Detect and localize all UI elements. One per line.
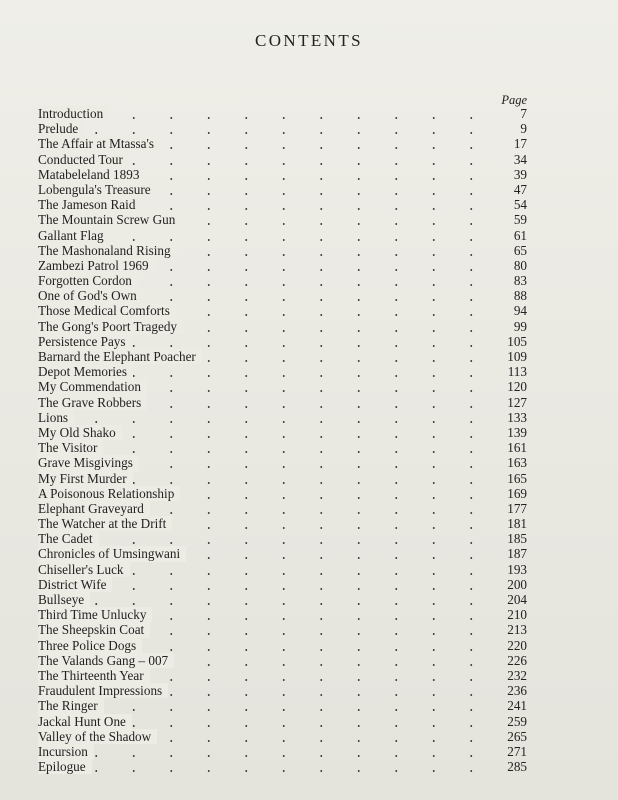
toc-entry bbox=[38, 106, 527, 121]
entry-page-number: 139 bbox=[507, 424, 527, 440]
entry-title: The Valands Gang – 007 bbox=[38, 653, 174, 668]
entry-title: Fraudulent Impressions bbox=[38, 683, 168, 698]
entry-title: Grave Misgivings bbox=[38, 455, 139, 470]
entry-title: District Wife bbox=[38, 577, 112, 592]
dot-leader bbox=[38, 243, 487, 258]
entry-title: The Watcher at the Drift bbox=[38, 516, 172, 531]
toc-entry bbox=[38, 668, 527, 683]
entry-title: The Ringer bbox=[38, 698, 104, 713]
toc-entry bbox=[38, 228, 527, 243]
entry-title: Chronicles of Umsingwani bbox=[38, 546, 186, 561]
entry-title: Epilogue bbox=[38, 759, 92, 774]
toc-entry bbox=[38, 759, 527, 774]
entry-title: The Thirteenth Year bbox=[38, 668, 150, 683]
entry-page-number: 39 bbox=[513, 166, 527, 182]
dot-leader bbox=[38, 562, 487, 577]
entry-title: Introduction bbox=[38, 106, 109, 121]
entry-page-number: 133 bbox=[507, 409, 527, 425]
entry-title: One of God's Own bbox=[38, 288, 143, 303]
entry-title: The Mountain Screw Gun bbox=[38, 212, 181, 227]
entry-page-number: 127 bbox=[507, 394, 527, 410]
entry-title: Forgotten Cordon bbox=[38, 273, 138, 288]
toc-entry bbox=[38, 546, 527, 561]
entry-title: Depot Memories bbox=[38, 364, 133, 379]
dot-leader bbox=[38, 759, 487, 774]
contents-list bbox=[38, 106, 527, 774]
toc-entry bbox=[38, 197, 527, 212]
entry-title: The Grave Robbers bbox=[38, 395, 147, 410]
dot-leader bbox=[38, 683, 487, 698]
dot-leader bbox=[38, 471, 487, 486]
entry-page-number: 161 bbox=[507, 440, 527, 456]
entry-page-number: 220 bbox=[507, 637, 527, 653]
dot-leader bbox=[38, 714, 487, 729]
dot-leader bbox=[38, 364, 487, 379]
entry-title: Matabeleland 1893 bbox=[38, 167, 145, 182]
entry-page-number: 163 bbox=[507, 455, 527, 471]
toc-entry bbox=[38, 714, 527, 729]
toc-entry bbox=[38, 698, 527, 713]
toc-entry bbox=[38, 638, 527, 653]
dot-leader bbox=[38, 106, 487, 121]
toc-entry bbox=[38, 607, 527, 622]
entry-title: Gallant Flag bbox=[38, 228, 110, 243]
dot-leader bbox=[38, 531, 487, 546]
toc-entry bbox=[38, 152, 527, 167]
toc-entry bbox=[38, 455, 527, 470]
entry-title: Valley of the Shadow bbox=[38, 729, 157, 744]
toc-entry bbox=[38, 136, 527, 151]
entry-page-number: 47 bbox=[513, 181, 527, 197]
dot-leader bbox=[38, 607, 487, 622]
toc-entry bbox=[38, 744, 527, 759]
entry-page-number: 200 bbox=[507, 576, 527, 592]
entry-title: Bullseye bbox=[38, 592, 90, 607]
dot-leader bbox=[38, 501, 487, 516]
entry-page-number: 232 bbox=[507, 667, 527, 683]
toc-entry bbox=[38, 592, 527, 607]
entry-page-number: 94 bbox=[513, 303, 527, 319]
toc-entry bbox=[38, 486, 527, 501]
toc-entry bbox=[38, 501, 527, 516]
entry-title: My Commendation bbox=[38, 379, 147, 394]
entry-page-number: 80 bbox=[513, 257, 527, 273]
entry-page-number: 88 bbox=[513, 288, 527, 304]
toc-entry bbox=[38, 410, 527, 425]
entry-page-number: 165 bbox=[507, 470, 527, 486]
toc-entry bbox=[38, 653, 527, 668]
entry-title: The Sheepskin Coat bbox=[38, 622, 150, 637]
dot-leader bbox=[38, 425, 487, 440]
dot-leader bbox=[38, 410, 487, 425]
entry-page-number: 83 bbox=[513, 273, 527, 289]
dot-leader bbox=[38, 319, 487, 334]
toc-entry bbox=[38, 243, 527, 258]
toc-entry bbox=[38, 303, 527, 318]
entry-page-number: 204 bbox=[507, 592, 527, 607]
toc-entry bbox=[38, 364, 527, 379]
dot-leader bbox=[38, 516, 487, 531]
entry-page-number: 7 bbox=[520, 106, 527, 121]
entry-page-number: 59 bbox=[513, 212, 527, 228]
dot-leader bbox=[38, 440, 487, 455]
entry-page-number: 65 bbox=[513, 242, 527, 258]
dot-leader bbox=[38, 622, 487, 637]
entry-page-number: 17 bbox=[513, 136, 527, 152]
dot-leader bbox=[38, 729, 487, 744]
dot-leader bbox=[38, 486, 487, 501]
dot-leader bbox=[38, 546, 487, 561]
dot-leader bbox=[38, 744, 487, 759]
toc-entry bbox=[38, 349, 527, 364]
entry-title: The Affair at Mtassa's bbox=[38, 136, 160, 151]
entry-title: My First Murder bbox=[38, 471, 133, 486]
dot-leader bbox=[38, 349, 487, 364]
dot-leader bbox=[38, 273, 487, 288]
dot-leader bbox=[38, 167, 487, 182]
entry-page-number: 99 bbox=[513, 318, 527, 334]
entry-page-number: 120 bbox=[507, 379, 527, 395]
entry-page-number: 226 bbox=[507, 652, 527, 668]
toc-entry bbox=[38, 182, 527, 197]
dot-leader bbox=[38, 668, 487, 683]
toc-entry bbox=[38, 729, 527, 744]
entry-title: The Cadet bbox=[38, 531, 99, 546]
dot-leader bbox=[38, 152, 487, 167]
entry-page-number: 61 bbox=[513, 227, 527, 243]
toc-entry bbox=[38, 288, 527, 303]
dot-leader bbox=[38, 303, 487, 318]
toc-entry bbox=[38, 319, 527, 334]
dot-leader bbox=[38, 121, 487, 136]
entry-page-number: 113 bbox=[507, 364, 527, 380]
entry-page-number: 271 bbox=[507, 743, 527, 759]
entry-page-number: 54 bbox=[513, 197, 527, 213]
dot-leader bbox=[38, 136, 487, 151]
entry-page-number: 210 bbox=[507, 607, 527, 623]
entry-title: Three Police Dogs bbox=[38, 638, 142, 653]
dot-leader bbox=[38, 653, 487, 668]
dot-leader bbox=[38, 288, 487, 303]
dot-leader bbox=[38, 258, 487, 273]
entry-page-number: 187 bbox=[507, 546, 527, 562]
toc-entry bbox=[38, 395, 527, 410]
entry-title: Those Medical Comforts bbox=[38, 303, 176, 318]
toc-entry bbox=[38, 121, 527, 136]
entry-title: The Visitor bbox=[38, 440, 103, 455]
entry-title: The Gong's Poort Tragedy bbox=[38, 319, 183, 334]
toc-entry bbox=[38, 273, 527, 288]
page-title: CONTENTS bbox=[255, 31, 363, 50]
entry-page-number: 9 bbox=[520, 121, 527, 137]
entry-page-number: 285 bbox=[507, 759, 527, 775]
dot-leader bbox=[38, 592, 487, 607]
entry-title: Lobengula's Treasure bbox=[38, 182, 157, 197]
entry-title: Prelude bbox=[38, 121, 84, 136]
toc-entry bbox=[38, 562, 527, 577]
dot-leader bbox=[38, 577, 487, 592]
dot-leader bbox=[38, 395, 487, 410]
entry-title: Chiseller's Luck bbox=[38, 562, 130, 577]
entry-title: Incursion bbox=[38, 744, 94, 759]
entry-title: Elephant Graveyard bbox=[38, 501, 150, 516]
entry-page-number: 265 bbox=[507, 728, 527, 744]
toc-entry bbox=[38, 258, 527, 273]
entry-title: Conducted Tour bbox=[38, 152, 129, 167]
toc-entry bbox=[38, 440, 527, 455]
dot-leader bbox=[38, 212, 487, 227]
entry-title: Third Time Unlucky bbox=[38, 607, 152, 622]
dot-leader bbox=[38, 379, 487, 394]
entry-page-number: 193 bbox=[507, 561, 527, 577]
entry-page-number: 241 bbox=[507, 698, 527, 714]
page-column-heading: Page bbox=[501, 93, 527, 107]
entry-title: Jackal Hunt One bbox=[38, 714, 132, 729]
dot-leader bbox=[38, 334, 487, 349]
toc-entry bbox=[38, 471, 527, 486]
dot-leader bbox=[38, 698, 487, 713]
entry-page-number: 109 bbox=[507, 349, 527, 364]
entry-page-number: 213 bbox=[507, 622, 527, 638]
entry-title: The Jameson Raid bbox=[38, 197, 141, 212]
entry-page-number: 105 bbox=[507, 333, 527, 349]
entry-title: My Old Shako bbox=[38, 425, 122, 440]
entry-page-number: 185 bbox=[507, 531, 527, 547]
entry-page-number: 236 bbox=[507, 683, 527, 699]
entry-title: A Poisonous Relationship bbox=[38, 486, 180, 501]
toc-entry bbox=[38, 212, 527, 227]
toc-entry bbox=[38, 516, 527, 531]
dot-leader bbox=[38, 455, 487, 470]
toc-entry bbox=[38, 683, 527, 698]
toc-entry bbox=[38, 334, 527, 349]
entry-page-number: 169 bbox=[507, 485, 527, 501]
dot-leader bbox=[38, 197, 487, 212]
toc-entry bbox=[38, 622, 527, 637]
entry-title: Lions bbox=[38, 410, 74, 425]
entry-page-number: 177 bbox=[507, 500, 527, 516]
dot-leader bbox=[38, 638, 487, 653]
toc-entry bbox=[38, 167, 527, 182]
entry-title: The Mashonaland Rising bbox=[38, 243, 177, 258]
dot-leader bbox=[38, 182, 487, 197]
toc-entry bbox=[38, 425, 527, 440]
entry-title: Barnard the Elephant Poacher bbox=[38, 349, 202, 364]
entry-page-number: 181 bbox=[507, 516, 527, 532]
entry-page-number: 34 bbox=[513, 151, 527, 167]
toc-entry bbox=[38, 379, 527, 394]
entry-title: Persistence Pays bbox=[38, 334, 132, 349]
dot-leader bbox=[38, 228, 487, 243]
entry-title: Zambezi Patrol 1969 bbox=[38, 258, 155, 273]
toc-entry bbox=[38, 577, 527, 592]
entry-page-number: 259 bbox=[507, 713, 527, 729]
toc-entry bbox=[38, 531, 527, 546]
